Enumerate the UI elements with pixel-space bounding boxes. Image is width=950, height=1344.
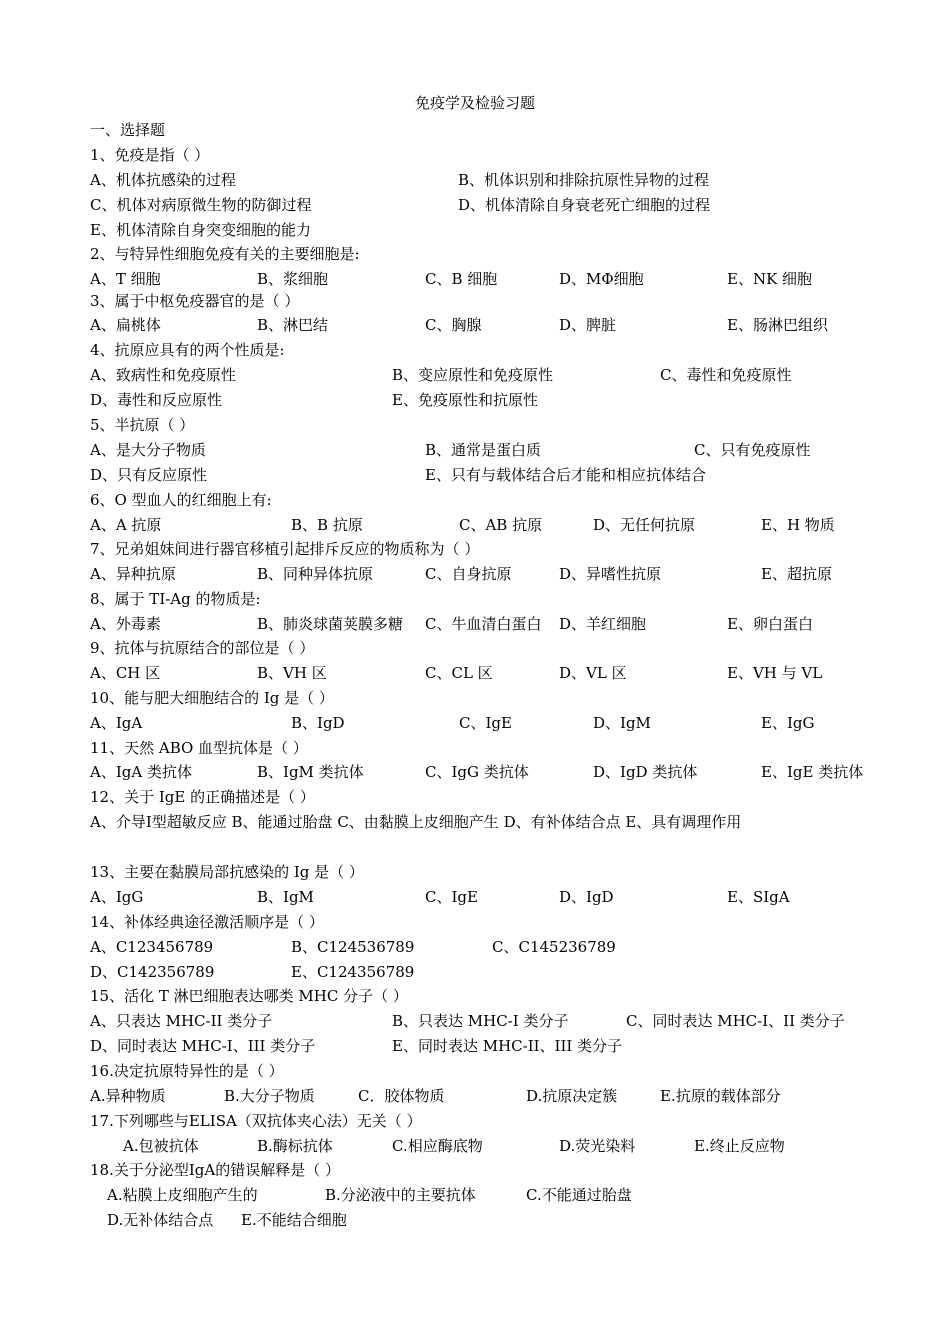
- option: A、机体抗感染的过程: [90, 171, 236, 189]
- question-4-options-row: [90, 388, 910, 413]
- option: A、致病性和免疫原性: [90, 366, 236, 384]
- option: D、只有反应原性: [90, 466, 208, 484]
- option: A、扁桃体: [90, 316, 161, 334]
- option: A、T 细胞: [90, 270, 161, 288]
- option: B、只表达 MHC-I 类分子: [392, 1012, 569, 1030]
- option: E、超抗原: [761, 565, 832, 583]
- option: E、VH 与 VL: [727, 664, 823, 682]
- question-5-stem: 5、半抗原（ ）: [90, 416, 195, 434]
- option: C、IgE: [459, 714, 512, 732]
- option: C.不能通过胎盘: [526, 1186, 632, 1204]
- option: C．胶体物质: [358, 1087, 445, 1105]
- question-14-options-row: [90, 960, 910, 985]
- question-11-stem: 11、天然 ABO 血型抗体是（ ）: [90, 739, 308, 757]
- option: C、CL 区: [425, 664, 493, 682]
- question-18-stem: 18.关于分泌型IgA的错误解释是（ ）: [90, 1161, 340, 1179]
- option: A.异种物质: [90, 1087, 166, 1105]
- option: D、脾脏: [559, 316, 617, 334]
- option: E、卵白蛋白: [727, 615, 813, 633]
- option: A.粘膜上皮细胞产生的: [107, 1186, 258, 1204]
- option: A、CH 区: [90, 664, 161, 682]
- option: D、同时表达 MHC-I、III 类分子: [90, 1037, 316, 1055]
- question-18-options-row: [90, 1183, 910, 1208]
- question-16-stem: 16.决定抗原特异性的是（ ）: [90, 1062, 284, 1080]
- option: A、C123456789: [90, 938, 214, 956]
- option: D、毒性和反应原性: [90, 391, 223, 409]
- option: D、IgM: [593, 714, 651, 732]
- question-17-stem: 17.下列哪些与ELISA（双抗体夹心法）无关（ ）: [90, 1112, 422, 1130]
- option: E、同时表达 MHC-II、III 类分子: [392, 1037, 623, 1055]
- question-1-options-row: [90, 193, 910, 218]
- question-1-options-row: [90, 218, 910, 243]
- option: B.酶标抗体: [257, 1137, 333, 1155]
- option: D.抗原决定簇: [526, 1087, 618, 1105]
- option: B、B 抗原: [291, 516, 363, 534]
- option: E.终止反应物: [694, 1137, 785, 1155]
- section-heading: 一、选择题: [90, 121, 166, 139]
- option: B、IgM: [257, 888, 314, 906]
- question-12-stem: 12、关于 IgE 的正确描述是（ ）: [90, 788, 315, 806]
- document-title: 免疫学及检验习题: [414, 94, 535, 112]
- option: E、SIgA: [727, 888, 790, 906]
- question-14-stem: 14、补体经典途径激活顺序是（ ）: [90, 913, 324, 931]
- option: D、异嗜性抗原: [559, 565, 662, 583]
- option: C、毒性和免疫原性: [660, 366, 792, 384]
- question-3-options-row: [90, 313, 910, 338]
- question-14-options-row: [90, 935, 910, 960]
- question-9-options-row: [90, 661, 910, 686]
- option: E、IgG: [761, 714, 815, 732]
- option: C.相应酶底物: [392, 1137, 483, 1155]
- option: B、肺炎球菌荚膜多糖: [257, 615, 404, 633]
- option: B.分泌液中的主要抗体: [325, 1186, 476, 1204]
- option: B、IgM 类抗体: [257, 763, 364, 781]
- question-17-options-row: [90, 1134, 910, 1159]
- option: C、B 细胞: [425, 270, 498, 288]
- question-5-options-row: [90, 463, 910, 488]
- option: B、IgD: [291, 714, 345, 732]
- option: E.不能结合细胞: [241, 1211, 347, 1229]
- question-7-stem: 7、兄弟姐妹间进行器官移植引起排斥反应的物质称为（ ）: [90, 540, 480, 558]
- option: B、通常是蛋白质: [425, 441, 542, 459]
- question-9-stem: 9、抗体与抗原结合的部位是（ ）: [90, 639, 315, 657]
- option: B、浆细胞: [257, 270, 329, 288]
- option: A、只表达 MHC-II 类分子: [90, 1012, 273, 1030]
- option: A、异种抗原: [90, 565, 176, 583]
- question-11-options-row: [90, 760, 910, 785]
- option: B.大分子物质: [224, 1087, 315, 1105]
- option: A.包被抗体: [123, 1137, 199, 1155]
- option: B、同种异体抗原: [257, 565, 374, 583]
- option: A、IgG: [90, 888, 144, 906]
- option: D、C142356789: [90, 963, 215, 981]
- option: A、是大分子物质: [90, 441, 206, 459]
- option: E、C124356789: [291, 963, 415, 981]
- option: E、免疫原性和抗原性: [392, 391, 538, 409]
- option: E、H 物质: [761, 516, 835, 534]
- question-13-options-row: [90, 885, 910, 910]
- option: D、VL 区: [559, 664, 627, 682]
- option: C、C145236789: [492, 938, 616, 956]
- option: D、IgD: [559, 888, 614, 906]
- option: C、牛血清白蛋白: [425, 615, 542, 633]
- question-8-options-row: [90, 612, 910, 637]
- question-4-stem: 4、抗原应具有的两个性质是:: [90, 341, 285, 359]
- option: E、只有与载体结合后才能和相应抗体结合: [425, 466, 706, 484]
- option: C、IgE: [425, 888, 478, 906]
- option: C、自身抗原: [425, 565, 512, 583]
- option: C、IgG 类抗体: [425, 763, 529, 781]
- question-1-options-row: [90, 168, 910, 193]
- question-10-options-row: [90, 711, 910, 736]
- question-16-options-row: [90, 1084, 910, 1109]
- option: D、IgD 类抗体: [593, 763, 698, 781]
- question-18-options-row: [90, 1208, 910, 1233]
- option: B、机体识别和排除抗原性异物的过程: [458, 171, 710, 189]
- option: D、羊红细胞: [559, 615, 647, 633]
- option: E、IgE 类抗体: [761, 763, 864, 781]
- option: D、机体清除自身衰老死亡细胞的过程: [458, 196, 711, 214]
- option: E.抗原的载体部分: [660, 1087, 781, 1105]
- option: E、机体清除自身突变细胞的能力: [90, 221, 311, 239]
- option: C、同时表达 MHC-I、II 类分子: [626, 1012, 845, 1030]
- option: C、胸腺: [425, 316, 482, 334]
- option: C、机体对病原微生物的防御过程: [90, 196, 312, 214]
- option: B、C124536789: [291, 938, 415, 956]
- option: A、外毒素: [90, 615, 161, 633]
- option: D、无任何抗原: [593, 516, 696, 534]
- question-12-options-paragraph: A、介导Ⅰ型超敏反应 B、能通过胎盘 C、由黏膜上皮细胞产生 D、有补体结合点 E、具有调理作用: [90, 813, 742, 831]
- question-4-options-row: [90, 363, 910, 388]
- option: D.荧光染料: [559, 1137, 636, 1155]
- option: E、NK 细胞: [727, 270, 813, 288]
- question-5-options-row: [90, 438, 910, 463]
- option: D、MΦ细胞: [559, 270, 644, 288]
- question-6-options-row: [90, 513, 910, 538]
- question-15-stem: 15、活化 T 淋巴细胞表达哪类 MHC 分子（ ）: [90, 987, 408, 1005]
- question-13-stem: 13、主要在黏膜局部抗感染的 Ig 是（ ）: [90, 863, 364, 881]
- option: C、只有免疫原性: [694, 441, 811, 459]
- question-7-options-row: [90, 562, 910, 587]
- question-15-options-row: [90, 1009, 910, 1034]
- option: B、变应原性和免疫原性: [392, 366, 554, 384]
- question-3-stem: 3、属于中枢免疫器官的是（ ）: [90, 292, 300, 310]
- question-1-stem: 1、免疫是指（ ）: [90, 146, 210, 164]
- option: A、IgA: [90, 714, 143, 732]
- option: D.无补体结合点: [107, 1211, 214, 1229]
- question-15-options-row: [90, 1034, 910, 1059]
- option: E、肠淋巴组织: [727, 316, 828, 334]
- option: A、IgA 类抗体: [90, 763, 192, 781]
- option: B、VH 区: [257, 664, 327, 682]
- question-10-stem: 10、能与肥大细胞结合的 Ig 是（ ）: [90, 689, 334, 707]
- question-2-stem: 2、与特异性细胞免疫有关的主要细胞是:: [90, 245, 360, 263]
- question-8-stem: 8、属于 TI-Ag 的物质是:: [90, 590, 261, 608]
- option: A、A 抗原: [90, 516, 162, 534]
- question-6-stem: 6、O 型血人的红细胞上有:: [90, 491, 272, 509]
- option: C、AB 抗原: [459, 516, 543, 534]
- option: B、淋巴结: [257, 316, 329, 334]
